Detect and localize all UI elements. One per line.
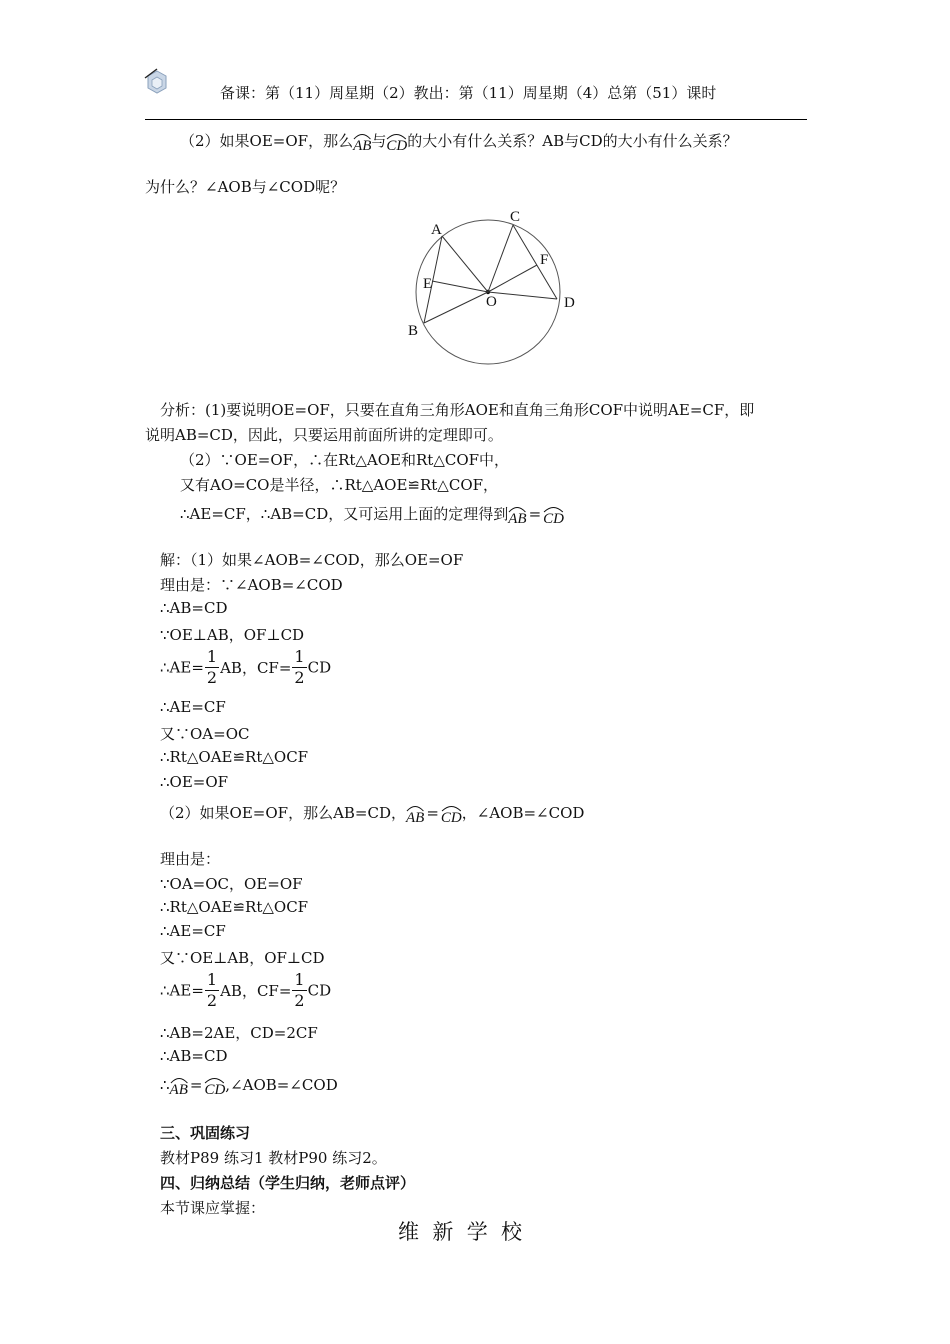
analysis-line-1: 分析：(1)要说明OE=OF，只要在直角三角形AOE和直角三角形COF中说明AE=CF，即 bbox=[160, 401, 755, 419]
label-d: D bbox=[564, 295, 575, 311]
label-c: C bbox=[510, 209, 521, 225]
arc-cd: CD bbox=[386, 133, 407, 154]
solution2-step-1: ∵OA=OC，OE=OF bbox=[160, 875, 303, 893]
label-a: A bbox=[431, 222, 442, 238]
question-text-a: （2）如果OE=OF，那么 bbox=[180, 132, 354, 150]
school-logo bbox=[140, 66, 174, 100]
fraction-half: $\frac{1}{2}$ bbox=[294, 970, 305, 1010]
arc-ab: AB bbox=[353, 133, 371, 154]
footer-school: 维 新 学 校 bbox=[398, 1220, 523, 1244]
label-e: E bbox=[423, 276, 433, 292]
solution1-step-7: ∴OE=OF bbox=[160, 773, 229, 791]
solution2-title: （2）如果OE=OF，那么AB=CD， AB = CD，∠AOB=∠COD bbox=[160, 804, 585, 826]
solution1-step-1: ∴AB=CD bbox=[160, 599, 228, 617]
solution2-step-4: 又∵OE⊥AB，OF⊥CD bbox=[160, 949, 325, 967]
solution1-reason: 理由是：∵∠AOB=∠COD bbox=[160, 576, 343, 594]
solution1-step-6: ∴Rt△OAE≌Rt△OCF bbox=[160, 748, 309, 766]
question-joiner: 与 bbox=[371, 132, 387, 150]
question-text-b: 的大小有什么关系？AB与CD的大小有什么关系？ bbox=[407, 132, 738, 150]
fraction-half: $\frac{1}{2}$ bbox=[294, 647, 305, 687]
analysis-line-4: 又有AO=CO是半径，∴Rt△AOE≌Rt△COF， bbox=[180, 476, 499, 494]
fraction-half: $\frac{1}{2}$ bbox=[206, 970, 218, 1010]
solution2-step-3: ∴AE=CF bbox=[160, 922, 226, 940]
solution1-step-2: ∵OE⊥AB，OF⊥CD bbox=[160, 626, 305, 644]
section4-text: 本节课应掌握： bbox=[160, 1199, 266, 1217]
arc-cd: CD bbox=[543, 506, 564, 527]
solution2-step-7: ∴AB=CD bbox=[160, 1047, 228, 1065]
arc-ab: AB bbox=[170, 1077, 188, 1098]
arc-ab: AB bbox=[406, 805, 424, 826]
analysis-line-3: （2）∵OE=OF，∴在Rt△AOE和Rt△COF中， bbox=[180, 451, 510, 469]
header-rule bbox=[145, 119, 807, 120]
solution1-step-3: ∴AE= $\frac{1}{2}$ AB，CF= $\frac{1}{2}$ CD bbox=[160, 647, 332, 687]
analysis-line-2: 说明AB=CD，因此，只要运用前面所讲的定理即可。 bbox=[145, 426, 503, 444]
arc-cd: CD bbox=[441, 805, 462, 826]
label-o: O bbox=[486, 294, 497, 310]
solution2-step-2: ∴Rt△OAE≌Rt△OCF bbox=[160, 898, 309, 916]
label-b: B bbox=[408, 323, 419, 339]
header-text: 备课：第（11）周星期（2）教出：第（11）周星期（4）总第（51）课时 bbox=[220, 84, 717, 102]
analysis-line-5: ∴AE=CF，∴AB=CD，又可运用上面的定理得到 AB = CD bbox=[180, 505, 565, 527]
section4-title: 四、归纳总结（学生归纳，老师点评） bbox=[160, 1174, 416, 1192]
label-f: F bbox=[540, 252, 549, 268]
solution2-step-6: ∴AB=2AE，CD=2CF bbox=[160, 1024, 318, 1042]
solution1-step-4: ∴AE=CF bbox=[160, 698, 226, 716]
arc-cd: CD bbox=[204, 1077, 225, 1098]
question-line-1 bbox=[180, 130, 738, 154]
solution1-step-5: 又∵OA=OC bbox=[160, 725, 250, 743]
solution2-step-5: ∴AE= $\frac{1}{2}$ AB，CF= $\frac{1}{2}$ CD bbox=[160, 970, 332, 1010]
fraction-half: $\frac{1}{2}$ bbox=[206, 647, 218, 687]
solution2-reason: 理由是： bbox=[160, 850, 221, 868]
solution2-step-8: ∴ AB = CD,∠AOB=∠COD bbox=[160, 1076, 338, 1098]
solution1-title: 解：（1）如果∠AOB=∠COD，那么OE=OF bbox=[160, 551, 464, 569]
section3-text: 教材P89 练习1 教材P90 练习2。 bbox=[160, 1149, 387, 1167]
question-line-2: 为什么？∠AOB与∠COD呢？ bbox=[145, 178, 346, 196]
circle-diagram bbox=[400, 205, 590, 375]
section3-title: 三、巩固练习 bbox=[160, 1124, 251, 1142]
arc-ab: AB bbox=[508, 506, 526, 527]
